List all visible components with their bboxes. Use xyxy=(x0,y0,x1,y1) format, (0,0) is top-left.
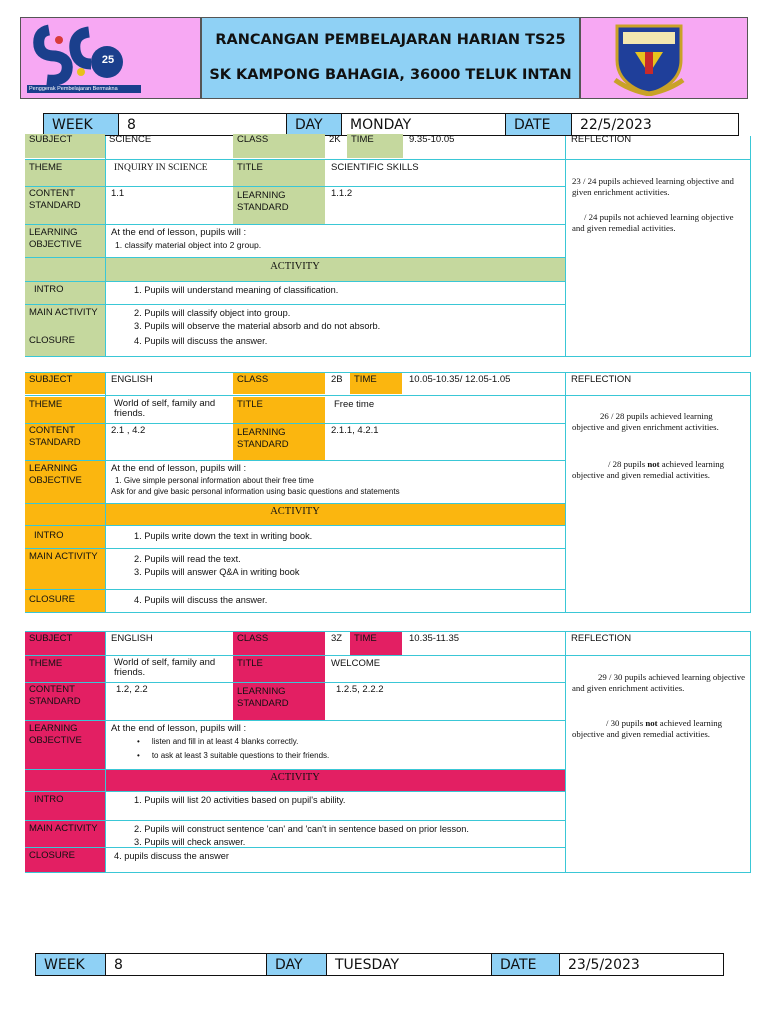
time-value: 9.35-10.05 xyxy=(409,134,455,145)
learning-objective-block xyxy=(107,461,563,503)
reflection-not-achieved xyxy=(568,716,750,756)
learning-standard-value: 2.1.1, 4.2.1 xyxy=(331,425,379,436)
activity-header: ACTIVITY xyxy=(25,503,565,525)
logo-caption: Penggerak Pembelajaran Bermakna xyxy=(27,85,141,93)
learning-standard-label: LEARNING STANDARD xyxy=(233,423,325,460)
learning-objective-point: 1. classify material object into 2 group. xyxy=(115,240,262,250)
class-value: 2K xyxy=(329,134,341,145)
week-bar-1 xyxy=(43,113,739,136)
content-standard-label: CONTENT STANDARD xyxy=(25,682,105,720)
reflection-label: REFLECTION xyxy=(571,374,632,385)
class-label: CLASS xyxy=(233,134,325,158)
learning-objective-label: LEARNING OBJECTIVE xyxy=(25,225,105,257)
content-standard-value: 1.1 xyxy=(111,188,125,199)
main-activity-label: MAIN ACTIVITY xyxy=(25,821,105,848)
time-value: 10.05-10.35/ 12.05-1.05 xyxy=(409,374,511,385)
class-value: 3Z xyxy=(331,633,343,644)
closure-label: CLOSURE xyxy=(25,848,105,872)
learning-objective-block xyxy=(107,721,563,769)
theme-label: THEME xyxy=(25,656,105,682)
reflection-not-achieved: / 24 pupils not achieved learning objective and given remedial activities. xyxy=(572,212,734,233)
intro-step: 1. Pupils will understand meaning of classification. xyxy=(134,285,339,295)
date-value: 23/5/2023 xyxy=(568,956,640,973)
learning-objective-bullet xyxy=(111,735,559,748)
day-label: DAY xyxy=(287,114,342,135)
title-label: TITLE xyxy=(233,160,325,186)
subject-label: SUBJECT xyxy=(25,134,105,148)
subject-label: SUBJECT xyxy=(25,631,105,655)
learning-standard-label: LEARNING STANDARD xyxy=(233,186,325,224)
closure-step: 4. pupils discuss the answer xyxy=(114,851,229,861)
reflection-count: / 30 pupils xyxy=(606,718,646,728)
time-label: TIME xyxy=(350,372,402,394)
reflection-label: REFLECTION xyxy=(571,134,632,145)
theme-value: INQUIRY IN SCIENCE xyxy=(114,163,208,173)
reflection-label: REFLECTION xyxy=(571,633,632,644)
learning-objective-point: to ask at least 3 suitable questions to their friends. xyxy=(151,751,330,760)
main-activity-label: MAIN ACTIVITY xyxy=(25,305,105,333)
main-step: 2. Pupils will read the text. xyxy=(134,554,241,564)
learning-standard-value: 1.1.2 xyxy=(331,188,353,199)
day-value: MONDAY xyxy=(342,114,506,135)
learning-objective-block xyxy=(107,225,563,257)
activity-header: ACTIVITY xyxy=(25,257,565,281)
title-value: SCIENTIFIC SKILLS xyxy=(331,162,419,173)
intro-step: 1. Pupils will list 20 activities based on pupil's ability. xyxy=(134,795,346,805)
school-crest-icon xyxy=(609,22,689,96)
class-label: CLASS xyxy=(233,631,325,655)
reflection-achieved: 23 / 24 pupils achieved learning objective and given enrichment activities. xyxy=(572,176,734,197)
subject-value: ENGLISH xyxy=(111,374,153,385)
week-bar-2 xyxy=(35,953,724,976)
header-left-logo-panel xyxy=(20,17,201,99)
time-label: TIME xyxy=(347,134,403,158)
closure-label: CLOSURE xyxy=(25,590,105,612)
main-activity-label: MAIN ACTIVITY xyxy=(25,549,105,589)
bullet-icon: • xyxy=(137,751,140,760)
reflection-not: not xyxy=(647,459,660,469)
theme-value: World of self, family and friends. xyxy=(114,657,216,678)
title-label: TITLE xyxy=(233,397,325,423)
reflection-count: / 28 pupils xyxy=(608,459,648,469)
learning-objective-bullet xyxy=(111,748,559,764)
main-step: 2. Pupils will construct sentence 'can' and 'can't in sentence based on prior lesson. xyxy=(134,824,469,834)
week-label: WEEK xyxy=(44,114,119,135)
reflection-achieved: 26 / 28 pupils achieved learning objective and given enrichment activities. xyxy=(572,411,719,432)
subject-value: ENGLISH xyxy=(111,633,153,644)
learning-standard-label: LEARNING STANDARD xyxy=(233,682,325,720)
closure-step: 4. Pupils will discuss the answer. xyxy=(134,336,268,346)
date-value: 22/5/2023 xyxy=(580,116,652,133)
class-label: CLASS xyxy=(233,372,325,394)
day-label: DAY xyxy=(267,954,327,975)
learning-standard-value: 1.2.5, 2.2.2 xyxy=(336,684,384,695)
week-value: 8 xyxy=(106,954,267,975)
title-value: Free time xyxy=(334,399,375,410)
content-standard-value: 2.1 , 4.2 xyxy=(111,425,146,436)
learning-objective-intro: At the end of lesson, pupils will : xyxy=(111,227,247,238)
week-value: 8 xyxy=(119,114,287,135)
theme-value: World of self, family and friends. xyxy=(114,398,216,419)
learning-objective-point: listen and fill in at least 4 blanks correctly. xyxy=(151,737,299,746)
time-value: 10.35-11.35 xyxy=(409,633,460,644)
main-step: 3. Pupils will check answer. xyxy=(134,837,246,847)
school-name: SK KAMPONG BAHAGIA, 36000 TELUK INTAN xyxy=(209,67,572,83)
learning-objective-point: Ask for and give basic personal information using basic questions and statements xyxy=(111,487,400,496)
header-title-panel xyxy=(201,17,580,99)
intro-label: INTRO xyxy=(25,526,105,548)
reflection-not-achieved xyxy=(568,457,750,497)
content-standard-label: CONTENT STANDARD xyxy=(25,423,105,460)
intro-step: 1. Pupils write down the text in writing book. xyxy=(134,531,313,541)
learning-objective-label: LEARNING OBJECTIVE xyxy=(25,721,105,769)
learning-objective-intro: At the end of lesson, pupils will : xyxy=(111,723,247,734)
theme-label: THEME xyxy=(25,160,105,186)
learning-objective-point: 1. Give simple personal information about their free time xyxy=(115,476,314,485)
header-right-logo-panel xyxy=(580,17,748,99)
reflection-achieved: 29 / 30 pupils achieved learning objective and given enrichment activities. xyxy=(572,672,746,693)
time-label: TIME xyxy=(350,631,402,655)
closure-step: 4. Pupils will discuss the answer. xyxy=(134,595,268,605)
title-value: WELCOME xyxy=(331,658,381,669)
reflection-not: not xyxy=(645,718,658,728)
page-title: RANCANGAN PEMBELAJARAN HARIAN TS25 xyxy=(215,32,566,48)
content-standard-label: CONTENT STANDARD xyxy=(25,186,105,224)
date-label: DATE xyxy=(492,954,560,975)
main-step: 3. Pupils will observe the material absorb and do not absorb. xyxy=(134,321,381,331)
title-label: TITLE xyxy=(233,656,325,682)
main-step: 3. Pupils will answer Q&A in writing book xyxy=(134,567,300,577)
class-value: 2B xyxy=(331,374,343,385)
reflection-rest: achieved learning objective and given remedial activities. xyxy=(572,459,725,480)
activity-header: ACTIVITY xyxy=(25,769,565,791)
main-step: 2. Pupils will classify object into group. xyxy=(134,308,291,318)
day-value: TUESDAY xyxy=(327,954,492,975)
subject-value: SCIENCE xyxy=(109,134,152,145)
date-label: DATE xyxy=(506,114,572,135)
intro-label: INTRO xyxy=(25,792,105,820)
intro-label: INTRO xyxy=(25,282,105,304)
subject-label: SUBJECT xyxy=(25,372,105,394)
reflection-rest: achieved learning objective and given remedial activities. xyxy=(572,718,723,739)
content-standard-value: 1.2, 2.2 xyxy=(116,684,148,695)
learning-objective-label: LEARNING OBJECTIVE xyxy=(25,461,105,503)
bullet-icon: • xyxy=(137,737,140,746)
theme-label: THEME xyxy=(25,397,105,423)
ts25-logo-badge: 25 xyxy=(101,54,115,66)
week-label: WEEK xyxy=(36,954,106,975)
closure-label: CLOSURE xyxy=(25,333,105,356)
learning-objective-intro: At the end of lesson, pupils will : xyxy=(111,463,247,474)
